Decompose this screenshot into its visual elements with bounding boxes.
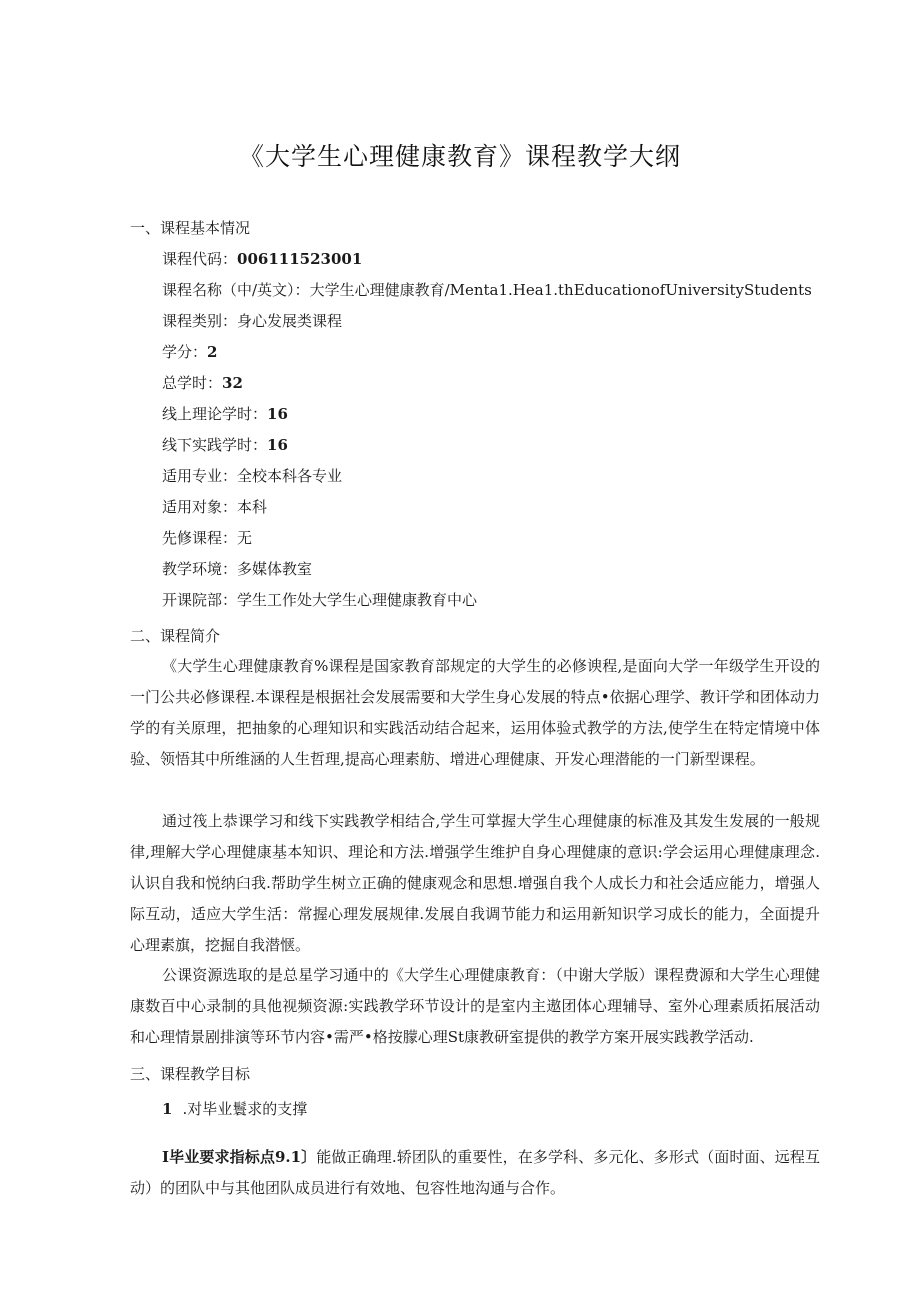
- field-value: 16: [267, 436, 288, 454]
- field-label: 教学环境：: [162, 560, 238, 578]
- field-value: 16: [267, 405, 288, 423]
- field-value: 多媒体教室: [237, 560, 313, 578]
- section-heading-introduction: 二、课程简介: [130, 627, 221, 645]
- field-prerequisites: [162, 528, 252, 548]
- field-value: 无: [237, 529, 253, 547]
- field-value: 全校本科各专业: [237, 467, 343, 485]
- field-label: 总学时：: [162, 374, 223, 392]
- field-offline-hours: [162, 435, 288, 455]
- field-credits: [162, 342, 217, 362]
- field-course-code: [162, 249, 362, 269]
- subheading-number: 1: [162, 1100, 173, 1118]
- field-online-hours: [162, 404, 288, 424]
- field-label: 课程代码：: [162, 250, 238, 268]
- field-value: 006111523001: [237, 250, 363, 268]
- graduation-requirement-paragraph: [130, 1142, 820, 1204]
- section-heading-basic-info: 一、课程基本情况: [130, 219, 251, 237]
- field-label: 适用对象：: [162, 498, 238, 516]
- field-teaching-environment: [162, 559, 312, 579]
- field-label: 课程类别：: [162, 312, 238, 330]
- field-value: 身心发展类课程: [237, 312, 343, 330]
- intro-paragraph-1: 《大学生心理健康教育%课程是国家教育部规定的大学生的必修谀程,是面向大学一年级学生开设的一门公共必修课程.本课程是根据社会发展需要和大学生身心发展的特点•依据心理学、教讦学和团体动力学的有关原理，把抽象的心理知识和实践活动结合起来，运用体验式教学的方法,使学生在特定情境中体验、领悟其中所维涵的人生哲理,提高心理素舫、增进心理健康、开发心理潜能的一门新型课程。: [130, 657, 820, 768]
- subheading-text: .对毕业鬟求的支撑: [182, 1100, 308, 1118]
- document-title: 《大学生心理健康教育》课程教学大纲: [238, 142, 681, 171]
- field-value: 2: [207, 343, 218, 361]
- field-value: 32: [222, 374, 243, 392]
- field-label: 线上理论学时：: [162, 405, 268, 423]
- field-label: 适用专业：: [162, 467, 238, 485]
- intro-paragraph-2: 通过筏上恭课学习和线下实践教学相结合,学生可掌握大学生心理健康的标准及其发生发展的一般规律,理解大学心理健康基本知识、理论和方法.增强学生维护自身心理健康的意识:学会运用心理健康理念.认识自我和悦纳臼我.帮助学生树立正确的健康观念和思想.增强自我个人成长力和社会适应能力，增强人际互动，适应大学生活：常握心理发展规律.发展自我调节能力和运用新知识学习成长的能力，全面提升心理素旗，挖掘自我潜惬。: [130, 812, 820, 954]
- field-label: 课程名称（中/英文）：: [162, 281, 310, 299]
- intro-paragraph-3: 公课资源选取的是总星学习通中的《大学生心理健康教育：（中谢大学版）课程费源和大学生心理健康数百中心录制的具他视频资源:实践教学环节设计的是室内主遨团体心理辅导、室外心理素质拓展活动和心理情景剧排演等环节内容•需严•格按朦心理St康教研室提供的教学方案开展实践教学活动.: [130, 966, 820, 1046]
- field-department: [162, 590, 477, 610]
- requirement-indicator: I毕业要求指标点9.1〕: [162, 1148, 317, 1166]
- field-value: 大学生心理健康教育/Menta1.Hea1.thEducationofUniversityStudents: [309, 281, 812, 299]
- objective-subheading: [162, 1099, 307, 1119]
- field-label: 先修课程：: [162, 529, 238, 547]
- field-value: 本科: [237, 498, 268, 516]
- field-course-name: [162, 280, 812, 300]
- field-label: 线下实践学时：: [162, 436, 268, 454]
- field-total-hours: [162, 373, 243, 393]
- field-label: 学分：: [162, 343, 208, 361]
- field-value: 学生工作处大学生心理健康教育中心: [237, 591, 478, 609]
- field-label: 开课院部：: [162, 591, 238, 609]
- field-applicable-target: [162, 497, 267, 517]
- requirement-text: 能做正确理.轿团队的重要性，在多学科、多元化、多形式（面时面、远程互动）的团队中与其他团队成员进行有效地、包容性地沟通与合作。: [130, 1148, 820, 1197]
- field-course-category: [162, 311, 342, 331]
- section-heading-objectives: 三、课程教学目标: [130, 1065, 251, 1083]
- field-applicable-major: [162, 466, 342, 486]
